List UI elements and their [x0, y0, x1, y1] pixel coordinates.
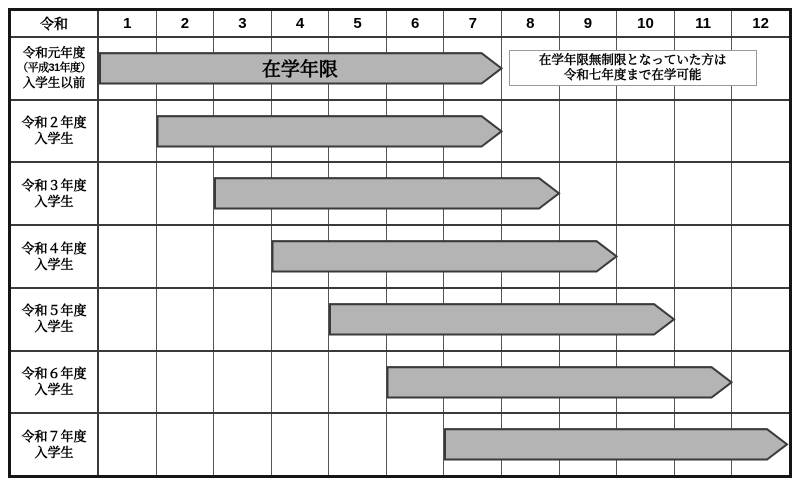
header-year-cell: 3 — [214, 11, 272, 36]
gantt-row — [11, 414, 789, 475]
note-box — [509, 50, 757, 86]
duration-bar — [387, 367, 731, 397]
duration-bar — [272, 241, 616, 271]
row-label-line: 令和６年度 — [21, 365, 87, 381]
header-year-cell: 2 — [157, 11, 215, 36]
row-chart-area — [99, 289, 789, 350]
row-label-line: 入学生 — [34, 381, 74, 397]
row-label — [11, 414, 99, 475]
row-label-line: 令和２年度 — [21, 115, 87, 131]
bar-layer — [99, 352, 789, 413]
header-year-cell: 12 — [752, 15, 769, 32]
row-label-line: 令和３年度 — [21, 177, 87, 193]
gantt-row — [11, 289, 789, 352]
header-year-cell: 11 — [675, 11, 733, 36]
row-label — [11, 352, 99, 413]
row-label-line: 入学生 — [34, 256, 74, 272]
header-year-cell: 4 — [272, 11, 330, 36]
gantt-row — [11, 163, 789, 226]
row-label-line: 令和７年度 — [21, 428, 87, 444]
row-label — [11, 101, 99, 162]
bar-layer — [99, 101, 789, 162]
era-label: 令和 — [40, 15, 68, 32]
gantt-row — [11, 38, 789, 101]
duration-bar — [445, 429, 787, 459]
row-label-line: 令和元年度 — [22, 45, 86, 60]
duration-bar — [157, 116, 501, 146]
row-label — [11, 226, 99, 287]
header-year-cell: 7 — [444, 11, 502, 36]
row-label-line: 入学生 — [34, 193, 74, 209]
row-chart-area — [99, 226, 789, 287]
header-year-cell: 6 — [387, 11, 445, 36]
row-chart-area — [99, 38, 789, 99]
header-year-cell: 9 — [560, 11, 618, 36]
gantt-row — [11, 226, 789, 289]
row-chart-area — [99, 352, 789, 413]
header-year-cell: 5 — [329, 11, 387, 36]
bar-layer — [99, 289, 789, 350]
bar-layer — [99, 163, 789, 224]
row-label-line: 入学生 — [34, 444, 74, 460]
header-year-cell: 10 — [617, 11, 675, 36]
row-chart-area — [99, 163, 789, 224]
header-row — [11, 11, 789, 38]
header-year-cell: 8 — [502, 11, 560, 36]
row-label-line: 令和４年度 — [21, 240, 87, 256]
header-year-columns — [99, 11, 789, 36]
row-label — [11, 163, 99, 224]
gantt-row — [11, 352, 789, 415]
bar-layer — [99, 414, 789, 475]
enrollment-period-table — [8, 8, 792, 478]
row-label-line: （平成31年度） — [17, 61, 91, 74]
row-label — [11, 38, 99, 99]
row-label-line: 入学生 — [34, 131, 74, 147]
bar-label: 在学年限 — [261, 59, 338, 81]
row-label-line: 令和５年度 — [21, 303, 87, 319]
note-line: 令和七年度まで在学可能 — [563, 68, 702, 83]
header-era-cell — [11, 11, 99, 36]
row-label — [11, 289, 99, 350]
row-chart-area — [99, 414, 789, 475]
header-year-cell: 1 — [99, 11, 157, 36]
row-label-line: 入学生 — [34, 319, 74, 335]
gantt-row — [11, 101, 789, 164]
duration-bar — [330, 304, 674, 334]
duration-bar — [215, 179, 559, 209]
bar-layer — [99, 226, 789, 287]
row-label-line: 入学生以前 — [22, 75, 86, 90]
gantt-rows — [11, 38, 789, 475]
row-chart-area — [99, 101, 789, 162]
note-line: 在学年限無制限となっていた方は — [538, 53, 727, 68]
